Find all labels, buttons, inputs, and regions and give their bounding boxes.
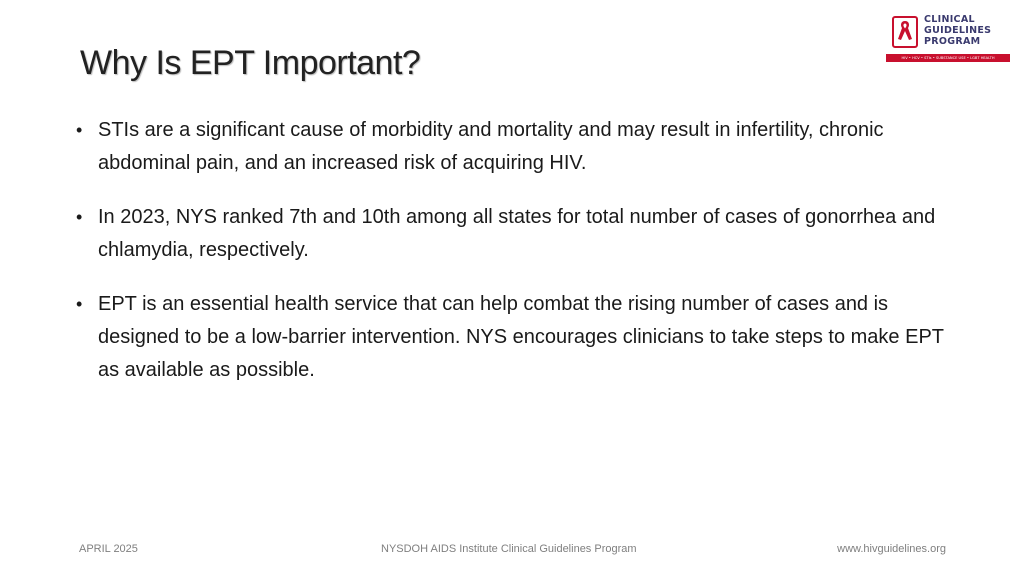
bullet-marker: •	[76, 120, 83, 140]
red-ribbon-icon	[896, 19, 914, 43]
bullet-item	[76, 201, 956, 267]
bullet-text: In 2023, NYS ranked 7th and 10th among all states for total number of cases of gonorrhea and chlamydia, respectively.	[98, 206, 936, 261]
bullet-list	[76, 114, 956, 408]
bullet-text: EPT is an essential health service that can help combat the rising number of cases and is designed to be a low-barrier intervention. NYS encourages clinicians to take steps to make EPT as available as possible.	[98, 293, 944, 381]
logo-line-3: PROGRAM	[924, 36, 981, 47]
logo-wordmark	[924, 14, 991, 47]
logo-tagline: HIV • HCV • STIs • SUBSTANCE USE • LGBT HEALTH	[886, 54, 1010, 62]
bullet-item	[76, 114, 956, 180]
bullet-marker: •	[76, 294, 83, 314]
bullet-text: STIs are a significant cause of morbidity and mortality and may result in infertility, chronic abdominal pain, and an increased risk of acquiring HIV.	[98, 119, 884, 174]
footer-url: www.hivguidelines.org	[837, 543, 946, 555]
bullet-marker: •	[76, 207, 83, 227]
footer-date: APRIL 2025	[79, 543, 138, 555]
logo-line-2: GUIDELINES	[924, 25, 992, 36]
slide-title: Why Is EPT Important?	[80, 44, 421, 82]
clinical-guidelines-logo	[886, 14, 1010, 64]
logo-line-1: CLINICAL	[924, 14, 975, 25]
footer-program: NYSDOH AIDS Institute Clinical Guidelines Program	[381, 543, 637, 555]
bullet-item	[76, 288, 956, 387]
